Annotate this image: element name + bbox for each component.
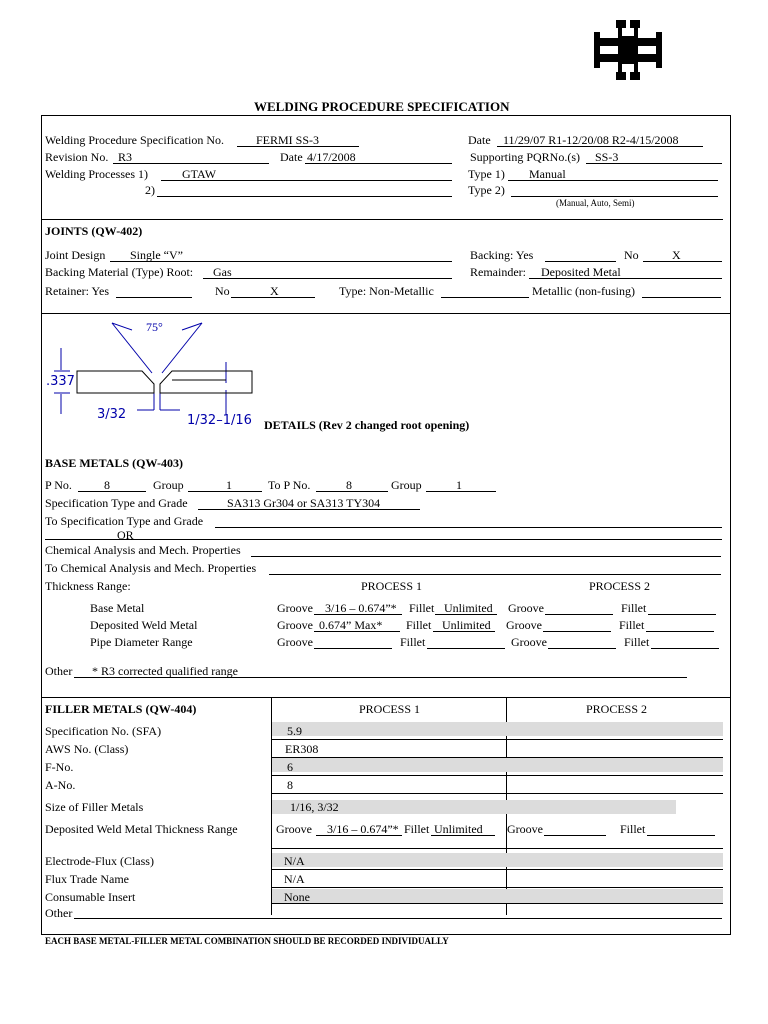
fm-deposited-fillet-value: Unlimited <box>434 822 483 836</box>
date-value: 11/29/07 R1-12/20/08 R2-4/15/2008 <box>503 133 679 147</box>
fm-flux-value: N/A <box>284 872 305 886</box>
welding-processes-label: Welding Processes 1) <box>45 167 149 181</box>
to-chem-label: To Chemical Analysis and Mech. Properties <box>45 561 257 575</box>
thickness-range-label: Thickness Range: <box>45 579 131 593</box>
retainer-label: Retainer: Yes <box>45 284 109 298</box>
revision-date-label: Date <box>280 150 303 164</box>
bm-other-value: * R3 corrected qualified range <box>92 664 238 678</box>
backing-no-value: X <box>672 248 681 262</box>
base-metal-label: Base Metal <box>90 601 145 615</box>
fm-deposited-groove-value: 3/16 – 0.674”* <box>327 822 399 836</box>
fm-other-label: Other <box>45 906 73 920</box>
fm-size-value: 1/16, 3/32 <box>290 800 339 814</box>
type-hint: (Manual, Auto, Semi) <box>556 198 635 208</box>
page-title: WELDING PROCEDURE SPECIFICATION <box>254 99 510 114</box>
chem-label: Chemical Analysis and Mech. Properties <box>45 543 241 557</box>
to-spec-label: To Specification Type and Grade <box>45 514 204 528</box>
fm-fno-label: F-No. <box>45 760 74 774</box>
type1-value: Manual <box>529 167 566 181</box>
fm-ano-label: A-No. <box>45 778 76 792</box>
bm-process2-heading: PROCESS 2 <box>589 579 651 593</box>
sketch-root-face: 3/32 <box>97 407 127 422</box>
fm-process2-heading: PROCESS 2 <box>586 702 648 716</box>
fm-size-label: Size of Filler Metals <box>45 800 144 814</box>
type2-label: Type 2) <box>468 183 505 197</box>
backing-material-value: Gas <box>213 265 232 279</box>
fm-deposited-fillet-label: Fillet <box>404 822 430 836</box>
sketch-thickness: .337 <box>46 374 75 389</box>
deposited-weld-groove-label: Groove <box>277 618 313 632</box>
to-p-no-label: To P No. <box>268 478 311 492</box>
deposited-weld-label: Deposited Weld Metal <box>90 618 198 632</box>
process1-value: GTAW <box>182 167 217 181</box>
revision-date-value: 4/17/2008 <box>307 150 356 164</box>
fm-deposited-p2-groove-label: Groove <box>507 822 543 836</box>
fermilab-logo <box>592 20 664 90</box>
backing-no-label: No <box>624 248 639 262</box>
process2-label: 2) <box>145 183 155 197</box>
pipe-diameter-p2-fillet-label: Fillet <box>624 635 650 649</box>
joint-design-label: Joint Design <box>45 248 106 262</box>
bm-other-label: Other <box>45 664 73 678</box>
deposited-weld-p2-groove-label: Groove <box>506 618 542 632</box>
retainer-metallic-label: Metallic (non-fusing) <box>532 284 635 298</box>
fm-deposited-label: Deposited Weld Metal Thickness Range <box>45 822 238 836</box>
pipe-diameter-label: Pipe Diameter Range <box>90 635 193 649</box>
group-label: Group <box>153 478 184 492</box>
pipe-diameter-fillet-label: Fillet <box>400 635 426 649</box>
group-value: 1 <box>226 478 232 492</box>
backing-material-label: Backing Material (Type) Root: <box>45 265 194 279</box>
sketch-root-gap: 1/32–1/16 <box>187 413 252 428</box>
or-label: OR <box>117 528 134 542</box>
sketch-angle: 75° <box>146 320 163 334</box>
fm-process1-heading: PROCESS 1 <box>359 702 421 716</box>
retainer-type-label: Type: Non-Metallic <box>339 284 434 298</box>
spec-label: Specification Type and Grade <box>45 496 188 510</box>
retainer-no-value: X <box>270 284 279 298</box>
deposited-weld-groove-value: 0.674” Max* <box>319 618 383 632</box>
fm-aws-value: ER308 <box>285 742 319 756</box>
to-group-value: 1 <box>456 478 462 492</box>
base-metal-groove-value: 3/16 – 0.674”* <box>325 601 397 615</box>
fm-aws-label: AWS No. (Class) <box>45 742 129 756</box>
to-group-label: Group <box>391 478 422 492</box>
p-no-value: 8 <box>104 478 110 492</box>
bm-process1-heading: PROCESS 1 <box>361 579 423 593</box>
pipe-diameter-groove-label: Groove <box>277 635 313 649</box>
fm-insert-value: None <box>284 890 310 904</box>
fm-fno-value: 6 <box>287 760 293 774</box>
fm-spec-label: Specification No. (SFA) <box>45 724 162 738</box>
to-p-no-value: 8 <box>346 478 352 492</box>
revision-label: Revision No. <box>45 150 109 164</box>
fm-electrode-value: N/A <box>284 854 305 868</box>
fm-electrode-label: Electrode-Flux (Class) <box>45 854 154 868</box>
pqr-label: Supporting PQRNo.(s) <box>470 150 581 164</box>
wps-number-value: FERMI SS-3 <box>256 133 320 147</box>
deposited-weld-fillet-label: Fillet <box>406 618 432 632</box>
backing-label: Backing: Yes <box>470 248 534 262</box>
remainder-label: Remainder: <box>470 265 526 279</box>
fm-spec-value: 5.9 <box>287 724 302 738</box>
base-metal-p2-fillet-label: Fillet <box>621 601 647 615</box>
pipe-diameter-p2-groove-label: Groove <box>511 635 547 649</box>
date-label: Date <box>468 133 491 147</box>
remainder-value: Deposited Metal <box>541 265 621 279</box>
p-no-label: P No. <box>45 478 72 492</box>
joints-heading: JOINTS (QW-402) <box>45 224 143 238</box>
pqr-value: SS-3 <box>595 150 619 164</box>
spec-value: SA313 Gr304 or SA313 TY304 <box>227 496 381 510</box>
footer-note: EACH BASE METAL-FILLER METAL COMBINATION SHOULD BE RECORDED INDIVIDUALLY <box>45 936 449 946</box>
base-metal-fillet-label: Fillet <box>409 601 435 615</box>
fm-flux-label: Flux Trade Name <box>45 872 129 886</box>
fm-deposited-groove-label: Groove <box>276 822 312 836</box>
joint-design-value: Single “V” <box>130 248 183 262</box>
wps-number-label: Welding Procedure Specification No. <box>45 133 224 147</box>
deposited-weld-p2-fillet-label: Fillet <box>619 618 645 632</box>
retainer-no-label: No <box>215 284 230 298</box>
deposited-weld-fillet-value: Unlimited <box>442 618 491 632</box>
fm-ano-value: 8 <box>287 778 293 792</box>
revision-value: R3 <box>118 150 133 164</box>
fm-insert-label: Consumable Insert <box>45 890 136 904</box>
base-metal-groove-label: Groove <box>277 601 313 615</box>
details-caption: DETAILS (Rev 2 changed root opening) <box>264 418 470 432</box>
filler-metals-heading: FILLER METALS (QW-404) <box>45 702 197 716</box>
type1-label: Type 1) <box>468 167 505 181</box>
base-metal-p2-groove-label: Groove <box>508 601 544 615</box>
base-metals-heading: BASE METALS (QW-403) <box>45 456 184 470</box>
fm-deposited-p2-fillet-label: Fillet <box>620 822 646 836</box>
base-metal-fillet-value: Unlimited <box>444 601 493 615</box>
